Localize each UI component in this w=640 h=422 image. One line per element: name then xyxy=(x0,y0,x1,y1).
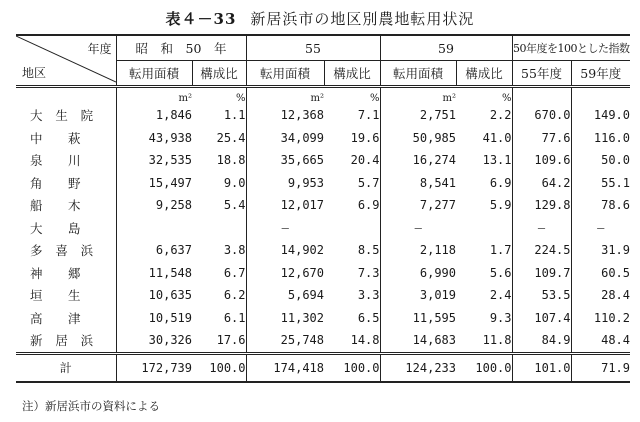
table-cell: 109.7 xyxy=(512,262,571,285)
region-name xyxy=(16,262,116,285)
region-name-text: 垣 生 xyxy=(30,288,81,304)
table-row xyxy=(16,194,630,217)
table-cell: 10,635 xyxy=(148,288,192,303)
table-cell: 6.2 xyxy=(192,284,246,307)
table-cell: 109.6 xyxy=(512,149,571,172)
region-label: 地区 xyxy=(22,66,47,80)
table-cell: 14.8 xyxy=(324,329,380,353)
table-cell: 670.0 xyxy=(512,104,571,127)
table-cell: 25,748 xyxy=(280,333,324,348)
total-label: 計 xyxy=(16,353,116,382)
sub-header-ratio-1980: 構成比 xyxy=(324,61,380,87)
table-cell: 9.0 xyxy=(192,172,246,195)
table-cell: 6,637 xyxy=(155,243,192,258)
table-cell: 31.9 xyxy=(601,243,630,258)
table-cell: 129.8 xyxy=(512,194,571,217)
table-cell: 35,665 xyxy=(280,153,324,168)
table-cell: 50,985 xyxy=(412,130,456,145)
table-cell: 55.1 xyxy=(601,175,630,190)
unit-label: % xyxy=(456,87,512,105)
table-cell: 5,694 xyxy=(287,288,324,303)
table-cell: — xyxy=(414,220,422,235)
table-cell: 41.0 xyxy=(456,127,512,150)
region-name xyxy=(16,239,116,262)
region-name-text: 多 喜 浜 xyxy=(30,243,94,259)
table-cell: 2,751 xyxy=(419,108,456,123)
sub-header-ratio-1975: 構成比 xyxy=(192,61,246,87)
table-cell: — xyxy=(512,217,571,240)
sub-header-area-1984: 転用面積 xyxy=(380,61,456,87)
table-cell: 5.7 xyxy=(324,172,380,195)
table-number: 表４－33 xyxy=(165,10,237,28)
table-cell xyxy=(116,217,192,240)
total-cell: 101.0 xyxy=(512,353,571,382)
table-cell: 10,519 xyxy=(148,310,192,325)
table-cell: 3.8 xyxy=(192,239,246,262)
table-row xyxy=(16,239,630,262)
table-row xyxy=(16,104,630,127)
region-name xyxy=(16,329,116,353)
table-cell: 2.4 xyxy=(456,284,512,307)
table-row xyxy=(16,262,630,285)
table-cell: 5.9 xyxy=(456,194,512,217)
table-cell: 11,302 xyxy=(280,310,324,325)
source-note: 注）新居浜市の資料による xyxy=(22,399,160,413)
table-cell: 2,118 xyxy=(419,243,456,258)
region-name-text: 泉 川 xyxy=(30,153,81,169)
table-cell: 12,368 xyxy=(280,108,324,123)
table-cell: 6.5 xyxy=(324,307,380,330)
table-cell: 8.5 xyxy=(324,239,380,262)
table-cell: 2.2 xyxy=(456,104,512,127)
region-name-text: 新 居 浜 xyxy=(30,333,94,349)
table-cell: 13.1 xyxy=(456,149,512,172)
table-row xyxy=(16,149,630,172)
table-cell: — xyxy=(281,220,289,235)
table-row xyxy=(16,284,630,307)
table-cell: 50.0 xyxy=(601,153,630,168)
table-cell: 16,274 xyxy=(412,153,456,168)
total-row xyxy=(16,353,630,382)
corner-header-cell xyxy=(16,35,116,87)
total-cell: 100.0 xyxy=(456,353,512,382)
table-cell xyxy=(192,217,246,240)
table-cell: 6.1 xyxy=(192,307,246,330)
table-body xyxy=(16,104,630,353)
region-name-text: 神 郷 xyxy=(30,265,81,281)
table-cell: 28.4 xyxy=(601,288,630,303)
table-cell: 7.3 xyxy=(324,262,380,285)
table-cell: 1,846 xyxy=(155,108,192,123)
table-cell: 64.2 xyxy=(512,172,571,195)
table-row xyxy=(16,172,630,195)
group-header-1984: 59 xyxy=(380,35,512,61)
unit-label: m² xyxy=(310,93,324,104)
table-cell: 77.6 xyxy=(512,127,571,150)
table-cell: 110.2 xyxy=(593,310,630,325)
total-cell: 174,418 xyxy=(246,353,324,382)
table-cell: 19.6 xyxy=(324,127,380,150)
table-cell: 5.6 xyxy=(456,262,512,285)
unit-label: % xyxy=(192,87,246,105)
table-cell: 5.4 xyxy=(192,194,246,217)
table-cell: 107.4 xyxy=(512,307,571,330)
table-cell: 34,099 xyxy=(280,130,324,145)
table-title xyxy=(0,8,640,29)
table-cell xyxy=(324,217,380,240)
region-name xyxy=(16,149,116,172)
table-cell: 25.4 xyxy=(192,127,246,150)
sub-header-index-1984: 59年度 xyxy=(571,61,630,87)
table-cell: 18.8 xyxy=(192,149,246,172)
region-name-text: 大 生 院 xyxy=(30,108,94,124)
region-name xyxy=(16,127,116,150)
table-cell: 78.6 xyxy=(601,198,630,213)
table-cell: 1.7 xyxy=(456,239,512,262)
unit-label: % xyxy=(324,87,380,105)
table-title-text: 新居浜市の地区別農地転用状況 xyxy=(250,10,475,28)
table-cell: 12,017 xyxy=(280,198,324,213)
table-cell: 9,953 xyxy=(287,175,324,190)
region-name-text: 大 島 xyxy=(30,220,81,236)
table-cell: 60.5 xyxy=(601,265,630,280)
table-cell: 11.8 xyxy=(456,329,512,353)
table-cell: 30,326 xyxy=(148,333,192,348)
region-name xyxy=(16,194,116,217)
table-cell: 6,990 xyxy=(419,265,456,280)
table-cell: 53.5 xyxy=(512,284,571,307)
table-cell: 14,683 xyxy=(412,333,456,348)
sub-header-ratio-1984: 構成比 xyxy=(456,61,512,87)
group-header-index: 50年度を100とした指数 xyxy=(512,35,630,61)
group-header-1975: 昭 和 50 年 xyxy=(116,35,246,61)
table-cell: 3.3 xyxy=(324,284,380,307)
table-row xyxy=(16,329,630,353)
table-cell: 32,535 xyxy=(148,153,192,168)
region-name xyxy=(16,104,116,127)
region-name xyxy=(16,217,116,240)
total-cell: 124,233 xyxy=(380,353,456,382)
table-cell: 224.5 xyxy=(512,239,571,262)
table-cell: 11,548 xyxy=(148,265,192,280)
table-cell: 1.1 xyxy=(192,104,246,127)
table-cell: 149.0 xyxy=(593,108,630,123)
region-name xyxy=(16,307,116,330)
table-cell xyxy=(456,217,512,240)
region-name-text: 角 野 xyxy=(30,175,81,191)
sub-header-index-1980: 55年度 xyxy=(512,61,571,87)
table-row xyxy=(16,127,630,150)
table-cell: 8,541 xyxy=(419,175,456,190)
sub-header-area-1975: 転用面積 xyxy=(116,61,192,87)
table-row xyxy=(16,217,630,240)
table-cell: 7.1 xyxy=(324,104,380,127)
unit-label: m² xyxy=(178,93,192,104)
table-cell: 6.9 xyxy=(324,194,380,217)
unit-label: m² xyxy=(442,93,456,104)
table-cell: 9,258 xyxy=(155,198,192,213)
region-name-text: 中 萩 xyxy=(30,130,81,146)
total-cell: 71.9 xyxy=(571,353,630,382)
region-name-text: 船 木 xyxy=(30,198,81,214)
land-conversion-table xyxy=(16,34,630,383)
table-cell: 84.9 xyxy=(512,329,571,353)
table-cell: — xyxy=(597,220,605,235)
table-cell: 20.4 xyxy=(324,149,380,172)
group-header-1980: 55 xyxy=(246,35,380,61)
region-name xyxy=(16,284,116,307)
table-cell: 12,670 xyxy=(280,265,324,280)
year-label: 年度 xyxy=(87,42,112,56)
table-cell: 116.0 xyxy=(593,130,630,145)
table-cell: 3,019 xyxy=(419,288,456,303)
table-cell: 43,938 xyxy=(148,130,192,145)
total-cell: 100.0 xyxy=(192,353,246,382)
table-cell: 6.7 xyxy=(192,262,246,285)
table-cell: 9.3 xyxy=(456,307,512,330)
table-cell: 15,497 xyxy=(148,175,192,190)
total-cell: 172,739 xyxy=(116,353,192,382)
table-cell: 48.4 xyxy=(601,333,630,348)
table-row xyxy=(16,307,630,330)
table-cell: 11,595 xyxy=(412,310,456,325)
region-name xyxy=(16,172,116,195)
sub-header-area-1980: 転用面積 xyxy=(246,61,324,87)
table-cell: 6.9 xyxy=(456,172,512,195)
region-name-text: 高 津 xyxy=(30,310,81,326)
table-cell: 17.6 xyxy=(192,329,246,353)
table-cell: 14,902 xyxy=(280,243,324,258)
total-cell: 100.0 xyxy=(324,353,380,382)
table-cell: 7,277 xyxy=(419,198,456,213)
